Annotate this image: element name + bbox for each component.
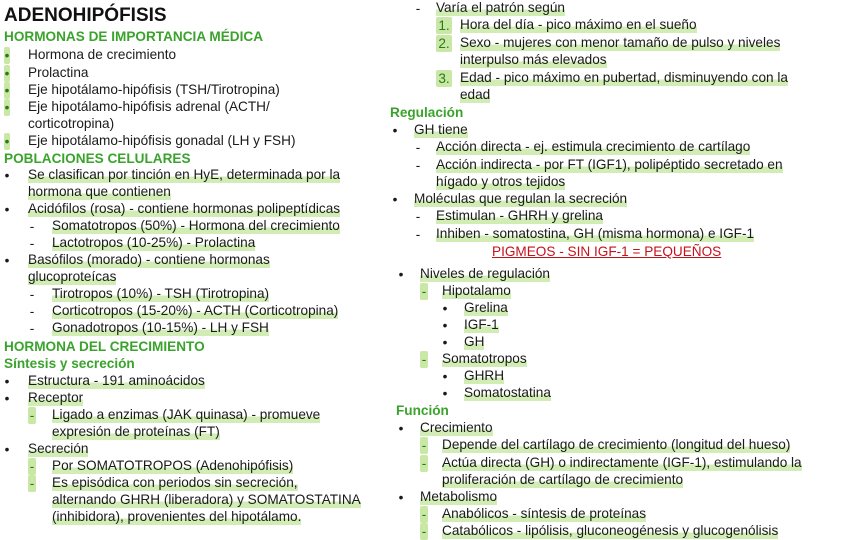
bullet: • (4, 83, 10, 98)
pattern-intro: Varía el patrón según (436, 0, 565, 15)
synthesis-subitem-cont: expresión de proteínas (FT) (52, 424, 220, 439)
levels-heading: Niveles de regulación (420, 266, 550, 281)
pattern-item: Hora del día - pico máximo en el sueño (460, 17, 697, 32)
hormone-item: Eje hipotálamo-hipófisis gonadal (LH y FSH) (28, 133, 296, 148)
heading-growth-hormone: HORMONA DEL CRECIMIENTO (4, 339, 205, 354)
function-item: Crecimiento (420, 420, 493, 435)
dash: - (29, 287, 35, 302)
dash: - (421, 284, 427, 299)
synthesis-subitem: Por SOMATOTROPOS (Adenohipófisis) (52, 458, 294, 473)
synthesis-subitem-cont: (inhibidora), provenientes del hipotálamo. (52, 509, 302, 524)
dash: - (29, 459, 35, 474)
population-subitem: Somatotropos (50%) - Hormona del crecimiento (52, 218, 340, 233)
pattern-item: Edad - pico máximo en pubertad, disminuyendo con la (460, 70, 788, 85)
population-item-cont: hormona que contienen (28, 184, 171, 199)
bullet: • (4, 442, 10, 457)
pattern-item: Sexo - mujeres con menor tamaño de pulso y niveles (460, 35, 781, 50)
dash: - (421, 524, 427, 539)
heading-synthesis: Síntesis y secreción (4, 356, 135, 371)
dash: - (29, 408, 35, 423)
regulation-subitem: Acción indirecta - por FT (IGF1), polipéptido secretado en (436, 157, 783, 172)
synthesis-item: Receptor (28, 390, 84, 405)
population-item-cont: glucoproteícas (28, 269, 117, 284)
hormone-item: Eje hipotálamo-hipófisis (TSH/Tirotropina) (28, 82, 280, 97)
hormone-item: Prolactina (28, 65, 89, 80)
bullet: • (4, 134, 10, 149)
regulation-subitem: Inhiben - somatostina, GH (misma hormona) e IGF-1 (436, 226, 755, 241)
synthesis-item: Secreción (28, 441, 89, 456)
bullet: • (398, 490, 404, 505)
population-subitem: Tirotropos (10%) - TSH (Tirotropina) (52, 286, 270, 301)
dash: - (415, 209, 421, 224)
population-item: Basófilos (morado) - contiene hormonas (28, 252, 270, 267)
dash: - (421, 438, 427, 453)
synthesis-subitem-cont: alternando GHRH (liberadora) y SOMATOSTATINA (52, 492, 361, 507)
function-subitem: Actúa directa (GH) o indirectamente (IGF-1), estimulando la (442, 455, 802, 470)
bullet: • (4, 66, 10, 81)
levels-leaf: GH (464, 334, 485, 349)
population-subitem: Corticotropos (15-20%) - ACTH (Corticotropina) (52, 303, 339, 318)
bullet: • (4, 48, 10, 63)
dash: - (421, 352, 427, 367)
levels-group: Hipotalamo (442, 283, 511, 298)
dash: - (421, 507, 427, 522)
heading-hormones-medical: HORMONAS DE IMPORTANCIA MÉDICA (4, 29, 264, 44)
list-number: 2. (436, 35, 452, 52)
red-note: PIGMEOS - SIN IGF-1 = PEQUEÑOS (492, 244, 722, 259)
bullet: • (442, 335, 448, 350)
dash: - (29, 476, 35, 491)
population-subitem: Lactotropos (10-25%) - Prolactina (52, 235, 256, 250)
population-item: Acidófilos (rosa) - contiene hormonas polipeptídicas (28, 201, 341, 216)
dash: - (415, 1, 421, 16)
function-subitem: Depende del cartílago de crecimiento (longitud del hueso) (442, 437, 791, 452)
population-item: Se clasifican por tinción en HyE, determinada por la (28, 167, 341, 182)
bullet: • (442, 386, 448, 401)
population-subitem: Gonadotropos (10-15%) - LH y FSH (52, 320, 269, 335)
heading-regulation: Regulación (390, 105, 464, 120)
dash: - (29, 236, 35, 251)
dash: - (29, 321, 35, 336)
heading-function: Función (396, 403, 449, 418)
bullet: • (4, 202, 10, 217)
bullet: • (4, 391, 10, 406)
dash: - (415, 158, 421, 173)
bullet: • (398, 267, 404, 282)
bullet: • (392, 123, 398, 138)
hormone-item: Eje hipotálamo-hipófisis adrenal (ACTH/ (28, 99, 270, 114)
bullet: • (4, 168, 10, 183)
levels-group: Somatotropos (442, 351, 527, 366)
regulation-subitem-cont: hígado y otros tejidos (436, 174, 566, 189)
levels-leaf: Grelina (464, 300, 508, 315)
synthesis-item: Estructura - 191 aminoácidos (28, 373, 205, 388)
bullet: • (4, 100, 10, 115)
function-subitem: Catabólicos - lipólisis, gluconeogénesis y glucogenólisis (442, 523, 779, 538)
regulation-item: Moléculas que regulan la secreción (414, 191, 628, 206)
dash: - (415, 140, 421, 155)
bullet: • (442, 369, 448, 384)
dash: - (29, 219, 35, 234)
list-number: 1. (436, 17, 452, 34)
bullet: • (4, 374, 10, 389)
levels-leaf: IGF-1 (464, 317, 499, 332)
dash: - (29, 304, 35, 319)
regulation-subitem: Estimulan - GHRH y grelina (436, 208, 603, 223)
levels-leaf: Somatostatina (464, 385, 551, 400)
list-number: 3. (436, 70, 452, 87)
dash: - (421, 456, 427, 471)
heading-cell-populations: POBLACIONES CELULARES (4, 151, 191, 166)
page-title: ADENOHIPÓFISIS (4, 5, 167, 26)
levels-leaf: GHRH (464, 368, 505, 383)
function-subitem-cont: proliferación de cartílago de crecimiento (442, 472, 684, 487)
function-subitem: Anabólicos - síntesis de proteínas (442, 506, 647, 521)
hormone-item-cont: corticotropina) (28, 116, 115, 131)
bullet: • (392, 192, 398, 207)
bullet: • (442, 318, 448, 333)
regulation-item: GH tiene (414, 122, 468, 137)
bullet: • (442, 301, 448, 316)
synthesis-subitem: Es episódica con periodos sin secreción, (52, 475, 298, 490)
dash: - (415, 227, 421, 242)
function-item: Metabolismo (420, 489, 498, 504)
regulation-subitem: Acción directa - ej. estimula crecimiento de cartílago (436, 139, 751, 154)
pattern-item-cont: edad (460, 87, 491, 102)
hormone-item: Hormona de crecimiento (28, 47, 177, 62)
synthesis-subitem: Ligado a enzimas (JAK quinasa) - promueve (52, 407, 321, 422)
bullet: • (4, 253, 10, 268)
bullet: • (398, 421, 404, 436)
pattern-item-cont: interpulso más elevados (460, 52, 607, 67)
